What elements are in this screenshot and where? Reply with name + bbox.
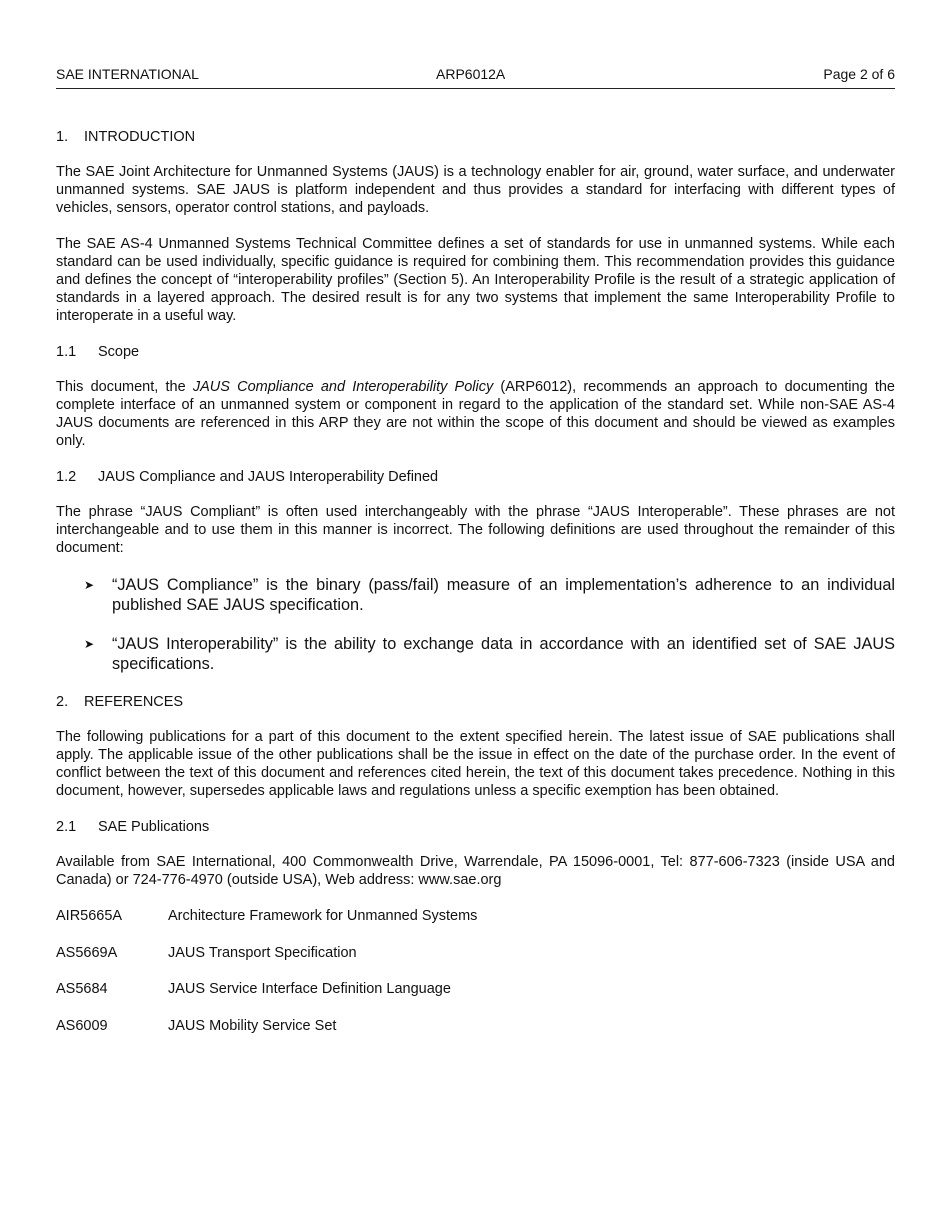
- section-number: 1.1: [56, 344, 77, 360]
- definition-list: [56, 575, 895, 674]
- list-item-text: “JAUS Interoperability” is the ability to exchange data in accordance with an identified set of SAE JAUS specifications.: [112, 635, 895, 673]
- reference-row: [56, 944, 895, 962]
- section-number: 2.: [56, 694, 69, 710]
- paragraph-text: This document, the: [56, 379, 193, 395]
- reference-code: AS5684: [56, 981, 108, 997]
- reference-code: AIR5665A: [56, 908, 123, 924]
- section-heading-introduction: [56, 128, 895, 146]
- document-body: [56, 128, 895, 1053]
- section-title: Scope: [98, 344, 140, 360]
- reference-code: AS6009: [56, 1017, 108, 1034]
- list-item: [56, 575, 895, 615]
- reference-row: [56, 1017, 895, 1035]
- arrow-bullet-icon: ➤: [84, 578, 95, 592]
- section-title: INTRODUCTION: [84, 129, 196, 145]
- reference-title: JAUS Transport Specification: [168, 944, 357, 961]
- reference-row: [56, 980, 895, 998]
- paragraph: Available from SAE International, 400 Commonwealth Drive, Warrendale, PA 15096-0001, Tel: 877-606-7323 (inside USA and Canada) or 724-776-4970 (outside USA), Web address: www.sae.org: [56, 854, 895, 888]
- list-item-text: “JAUS Compliance” is the binary (pass/fail) measure of an implementation’s adherence to an individual published SAE JAUS specification.: [112, 576, 895, 614]
- section-heading-references: [56, 693, 895, 711]
- header-document-number: ARP6012A: [436, 66, 506, 82]
- section-heading-definitions: [56, 468, 895, 486]
- header-page-number: Page 2 of 6: [823, 66, 895, 82]
- section-number: 2.1: [56, 819, 77, 835]
- section-heading-scope: [56, 343, 895, 361]
- list-item: [56, 634, 895, 674]
- document-title-italic: JAUS Compliance and Interoperability Policy: [192, 379, 494, 395]
- section-title: SAE Publications: [98, 819, 210, 835]
- section-title: JAUS Compliance and JAUS Interoperability Defined: [98, 469, 439, 485]
- arrow-bullet-icon: ➤: [84, 637, 95, 651]
- section-title: REFERENCES: [84, 694, 184, 710]
- reference-title: JAUS Mobility Service Set: [168, 1017, 337, 1034]
- page-header: [56, 66, 895, 89]
- paragraph: The SAE Joint Architecture for Unmanned Systems (JAUS) is a technology enabler for air, ground, water surface, and underwater unmanned systems. SAE JAUS is platform independent and thus provides a standard for interfacing with different types of vehicles, sensors, operator control stations, and payloads.: [56, 164, 895, 216]
- paragraph: The SAE AS-4 Unmanned Systems Technical Committee defines a set of standards for use in unmanned systems. While each standard can be used individually, specific guidance is required for combining them. This recommendation provides this guidance and defines the concept of “interoperability profiles” (Section 5). An Interoperability Profile is the result of a strategic application of standards in a layered approach. The desired result is for any two systems that implement the same Interoperability Profile to interoperate in a useful way.: [56, 236, 895, 324]
- reference-code: AS5669A: [56, 944, 118, 961]
- section-heading-sae-publications: [56, 818, 895, 836]
- paragraph: [56, 378, 895, 450]
- section-number: 1.2: [56, 469, 77, 485]
- reference-title: Architecture Framework for Unmanned Systems: [168, 908, 478, 924]
- reference-list: [56, 907, 895, 1035]
- paragraph: The following publications for a part of this document to the extent specified herein. The latest issue of SAE publications shall apply. The applicable issue of the other publications shall be the issue in effect on the date of the purchase order. In the event of conflict between the text of this document and references cited herein, the text of this document takes precedence. Nothing in this document, however, supersedes applicable laws and regulations unless a specific exemption has been obtained.: [56, 729, 895, 799]
- section-number: 1.: [56, 129, 69, 145]
- header-organization: SAE INTERNATIONAL: [56, 66, 199, 82]
- paragraph-text: (ARP6012), recommends an approach to documenting the complete interface of an unmanned system or component in regard to the application of the standard set. While non-SAE AS-4 JAUS documents are referenced in this ARP they are not within the scope of this document and should be viewed as examples only.: [56, 379, 895, 449]
- reference-row: [56, 907, 895, 925]
- reference-title: JAUS Service Interface Definition Language: [168, 981, 451, 997]
- paragraph: The phrase “JAUS Compliant” is often used interchangeably with the phrase “JAUS Interoperable”. These phrases are not interchangeable and to use them in this manner is incorrect. The following definitions are used throughout the remainder of this document:: [56, 504, 895, 556]
